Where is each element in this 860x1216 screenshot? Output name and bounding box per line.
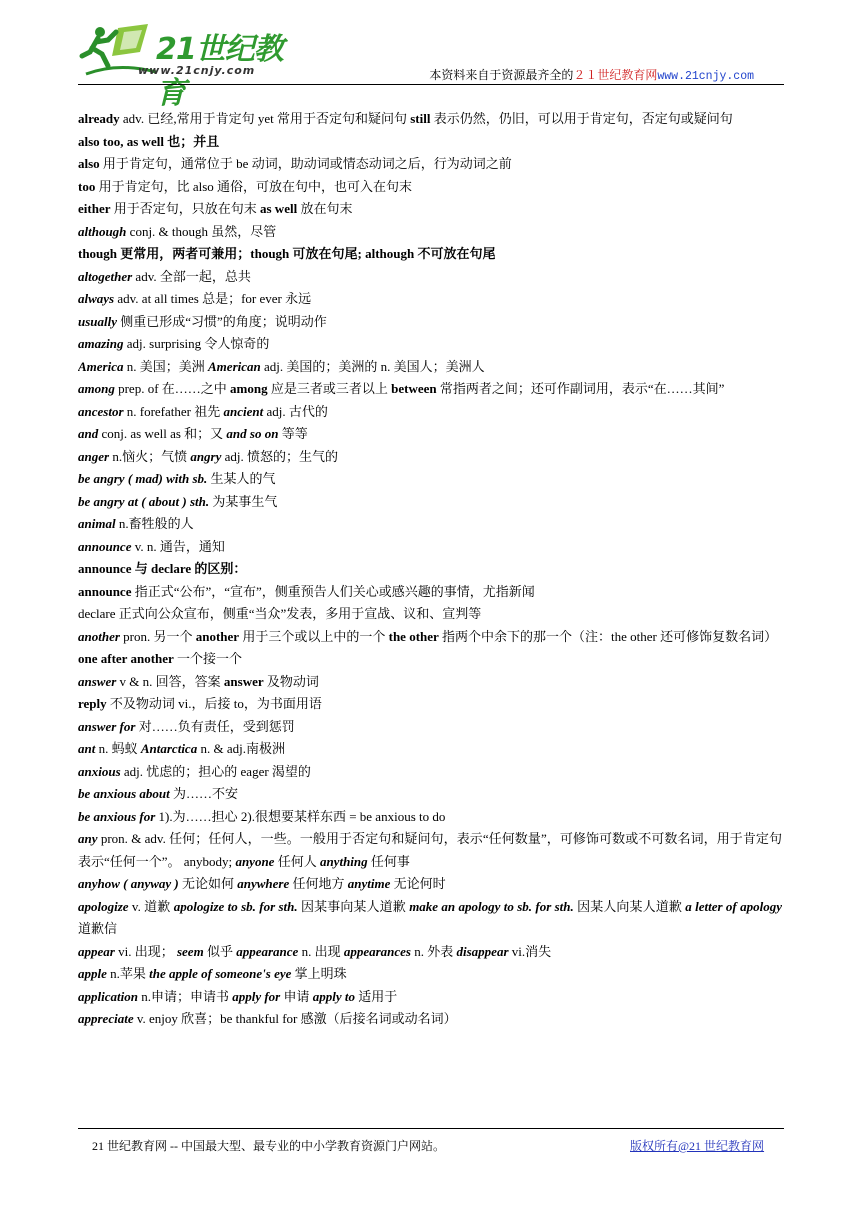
- entry-term: be angry ( mad) with sb.: [78, 471, 208, 486]
- entry-text: adj. surprising 令人惊奇的: [123, 336, 270, 351]
- entry-line: [78, 986, 782, 1009]
- entry-line: [78, 1008, 782, 1031]
- entry-text: 用于肯定句，比 also 通俗，可放在句中，也可入在句末: [95, 178, 413, 194]
- entry-line: [78, 221, 782, 244]
- entry-line: [78, 738, 782, 761]
- entry-text: 为某事生气: [209, 493, 278, 509]
- entry-term: America: [78, 358, 124, 374]
- entry-term: answer: [223, 673, 264, 689]
- entry-line: [78, 378, 782, 401]
- entry-term: appearances: [343, 943, 411, 959]
- entry-text: n. 美国；美洲: [123, 358, 209, 374]
- entry-term: already: [78, 111, 120, 126]
- site-logo: [78, 22, 288, 111]
- entry-term: seem: [176, 943, 204, 959]
- entry-text: 对……负有责任，受到惩罚: [135, 718, 295, 734]
- entry-term: anyone: [235, 853, 275, 869]
- entry-line: [78, 941, 782, 964]
- entry-term: too: [78, 178, 96, 194]
- entry-term: appear: [78, 943, 115, 959]
- entry-term: reply: [78, 696, 107, 711]
- entry-term: answer for: [78, 718, 136, 734]
- entry-text: 适用于: [355, 988, 398, 1004]
- entry-text: adj. 古代的: [263, 403, 328, 419]
- entry-term: as well: [260, 201, 298, 216]
- footer-divider: [78, 1128, 784, 1129]
- document-body: [78, 108, 782, 1031]
- entry-line: [78, 558, 782, 581]
- entry-text: 申请: [280, 988, 313, 1004]
- page-header: [78, 22, 784, 111]
- entry-text: 任何事: [367, 853, 410, 869]
- entry-term: announce: [78, 583, 132, 599]
- entry-text: 等等: [278, 426, 308, 441]
- entry-term: anger: [78, 448, 110, 464]
- entry-text: pron. 另一个: [119, 628, 196, 644]
- entry-line: [78, 176, 782, 199]
- entry-line: [78, 198, 782, 221]
- entry-line: [78, 311, 782, 334]
- entry-term: another: [195, 628, 240, 644]
- entry-text: 为……不安: [169, 786, 239, 801]
- entry-term: a letter of apology: [685, 898, 782, 914]
- entry-text: vi.消失: [508, 943, 552, 959]
- entry-line: [78, 896, 782, 941]
- entry-term: apple: [78, 966, 107, 981]
- entry-term: ancient: [223, 403, 264, 419]
- entry-text: v. n. 通告，通知: [131, 538, 225, 554]
- entry-term: also too, as well 也；并且: [78, 133, 220, 149]
- entry-text: 任何人: [274, 853, 320, 869]
- entry-term: animal: [78, 516, 116, 531]
- entry-term: appearance: [236, 943, 299, 959]
- entry-text: 用于三个或以上中的一个: [239, 628, 389, 644]
- entry-term: be angry at ( about ) sth.: [78, 493, 210, 509]
- entry-term: apply to: [312, 988, 356, 1004]
- entry-text: 侧重已形成“习惯”的角度；说明动作: [117, 313, 327, 329]
- entry-line: [78, 356, 782, 379]
- entry-text: 1).为……担心 2).很想要某样东西 = be anxious to do: [155, 808, 446, 824]
- entry-term: also: [78, 156, 100, 171]
- entry-text: 及物动词: [263, 673, 319, 689]
- entry-text: 无论何时: [390, 876, 446, 891]
- entry-text: n.恼火；气愤: [109, 448, 191, 464]
- entry-text: 因某人向某人道歉: [573, 898, 686, 914]
- entry-line: [78, 536, 782, 559]
- entry-term: be anxious for: [78, 808, 156, 824]
- entry-text: n.申请；申请书: [137, 988, 233, 1004]
- entry-text: 放在句末: [297, 201, 353, 216]
- header-note: [429, 66, 754, 83]
- entry-line: [78, 783, 782, 806]
- entry-term: ant: [78, 741, 96, 756]
- entry-line: [78, 693, 782, 716]
- entry-term: anything: [319, 853, 368, 869]
- entry-text: 常指两者之间；还可作副词用，表示“在……其间”: [436, 381, 725, 396]
- entry-term: ancestor: [78, 403, 124, 419]
- entry-line: [78, 243, 782, 266]
- entry-text: n. forefather 祖先: [123, 403, 224, 419]
- entry-term: apply for: [232, 988, 281, 1004]
- entry-text: 不及物动词 vi.，后接 to，为书面用语: [106, 696, 322, 711]
- entry-line: [78, 266, 782, 289]
- entry-term: anytime: [347, 876, 391, 891]
- entry-text: n. 蚂蚁: [95, 741, 141, 756]
- entry-line: [78, 671, 782, 694]
- entry-term: among: [230, 381, 268, 396]
- entry-term: announce: [78, 538, 132, 554]
- entry-text: n.苹果: [106, 966, 150, 981]
- entry-term: the other: [388, 628, 439, 644]
- entry-line: [78, 828, 782, 873]
- entry-line: [78, 581, 782, 604]
- entry-term: still: [410, 111, 431, 126]
- entry-text: 指两个中余下的那一个（注：the other 还可修饰复数名词）: [438, 628, 778, 644]
- entry-line: [78, 963, 782, 986]
- entry-text: 无论如何: [178, 876, 238, 891]
- entry-line: [78, 446, 782, 469]
- entry-text: v. 道歉: [128, 898, 174, 914]
- entry-text: conj. as well as 和；又: [98, 426, 227, 441]
- entry-term: usually: [78, 313, 118, 329]
- entry-term: anyhow ( anyway ): [78, 876, 179, 891]
- entry-text: declare 正式向公众宣布，侧重“当众”发表，多用于宣战、议和、宣判等: [78, 606, 482, 621]
- entry-term: and: [78, 426, 99, 441]
- entry-text: 用于肯定句，通常位于 be 动词，助动词或情态动词之后，行为动词之前: [99, 156, 512, 171]
- entry-text: v & n. 回答，答案: [116, 673, 224, 689]
- entry-line: [78, 491, 782, 514]
- logo-url: www.21cnjy.com: [138, 64, 256, 77]
- entry-term: between: [391, 381, 437, 396]
- entry-line: [78, 131, 782, 154]
- entry-term: announce 与 declare 的区别：: [78, 561, 247, 576]
- entry-text: pron. & adv. 任何；任何人，一些。一般用于否定句和疑问句，表示“任何数量”，可修饰可数或不可数名词，用于肯定句表示“任何一个”。 anybody;: [78, 831, 782, 869]
- entry-text: 应是三者或三者以上: [267, 381, 392, 396]
- entry-text: n.畜牲般的人: [115, 516, 194, 531]
- entry-line: [78, 603, 782, 626]
- entry-text: 因某事向某人道歉: [297, 898, 410, 914]
- entry-term: anywhere: [237, 876, 290, 891]
- entry-line: [78, 153, 782, 176]
- logo-text: 21世纪教育: [156, 32, 283, 111]
- entry-term: answer: [78, 673, 117, 689]
- entry-term: Antarctica: [140, 741, 198, 756]
- entry-line: [78, 468, 782, 491]
- entry-line: [78, 716, 782, 739]
- entry-line: [78, 873, 782, 896]
- entry-line: [78, 401, 782, 424]
- entry-text: 似乎: [203, 943, 237, 959]
- entry-term: apologize: [78, 898, 129, 914]
- entry-line: [78, 648, 782, 671]
- entry-term: among: [78, 381, 115, 396]
- entry-term: apologize to sb. for sth.: [173, 898, 298, 914]
- entry-text: prep. of 在……之中: [114, 381, 231, 396]
- entry-line: [78, 806, 782, 829]
- entry-term: appreciate: [78, 1011, 134, 1026]
- footer-text: 21 世纪教育网 -- 中国最大型、最专业的中小学教育资源门户网站。: [92, 1139, 445, 1153]
- entry-term: the apple of someone's eye: [149, 966, 292, 981]
- entry-text: adv. 已经,常用于肯定句 yet 常用于否定句和疑问句: [119, 111, 411, 126]
- entry-text: 表示仍然，仍旧，可以用于肯定句，否定句或疑问句: [430, 111, 733, 126]
- entry-text: adj. 忧虑的；担心的 eager 渴望的: [120, 763, 311, 779]
- header-note-url[interactable]: www.21cnjy.com: [657, 70, 754, 83]
- entry-text: n. & adj.南极洲: [197, 741, 285, 756]
- header-note-site[interactable]: ２１世纪教育网: [573, 68, 658, 82]
- entry-text: 掌上明珠: [291, 966, 347, 981]
- entry-text: adj. 美国的；美洲的 n. 美国人；美洲人: [260, 358, 485, 374]
- entry-term: always: [78, 291, 115, 306]
- entry-term: American: [208, 358, 261, 374]
- entry-line: [78, 108, 782, 131]
- entry-text: vi. 出现；: [114, 943, 177, 959]
- entry-term: be anxious about: [78, 786, 170, 801]
- header-note-prefix: 本资料来自于资源最齐全的: [429, 68, 574, 82]
- entry-text: adv. at all times 总是；for ever 永远: [114, 291, 312, 306]
- entry-term: disappear: [456, 943, 509, 959]
- entry-line: [78, 288, 782, 311]
- entry-term: anxious: [78, 763, 121, 779]
- entry-term: though 更常用，两者可兼用；though 可放在句尾; although 不可放在句尾: [78, 246, 496, 261]
- entry-term: angry: [190, 448, 222, 464]
- entry-term: make an apology to sb. for sth.: [409, 898, 574, 914]
- entry-line: [78, 333, 782, 356]
- entry-term: although: [78, 223, 127, 239]
- entry-text: adj. 愤怒的；生气的: [221, 448, 339, 464]
- entry-text: 任何地方: [289, 876, 348, 891]
- entry-text: 指正式“公布”，“宣布”，侧重预告人们关心或感兴趣的事情，尤指新闻: [131, 583, 535, 599]
- entry-text: conj. & though 虽然，尽管: [126, 223, 277, 239]
- entry-term: and so on: [226, 426, 279, 441]
- entry-line: [78, 513, 782, 536]
- entry-text: n. 外表: [411, 943, 457, 959]
- entry-term: another: [78, 628, 120, 644]
- entry-text: 用于否定句，只放在句末: [110, 201, 260, 216]
- entry-line: [78, 423, 782, 446]
- entry-term: one after another: [78, 651, 174, 666]
- entry-line: [78, 626, 782, 649]
- entry-text: n. 出现: [298, 943, 344, 959]
- header-divider: [78, 84, 784, 85]
- entry-term: either: [78, 201, 111, 216]
- entry-line: [78, 761, 782, 784]
- entry-text: adv. 全部一起，总共: [132, 268, 251, 284]
- entry-text: 生某人的气: [207, 471, 276, 486]
- entry-term: amazing: [78, 336, 124, 351]
- footer-copyright-link[interactable]: 版权所有@21 世纪教育网: [630, 1139, 765, 1153]
- entry-text: 道歉信: [78, 921, 118, 936]
- entry-term: application: [78, 988, 138, 1004]
- entry-term: altogether: [78, 268, 133, 284]
- entry-text: 一个接一个: [173, 651, 243, 666]
- entry-term: any: [78, 831, 98, 846]
- entry-text: v. enjoy 欣喜；be thankful for 感激（后接名词或动名词）: [133, 1011, 457, 1026]
